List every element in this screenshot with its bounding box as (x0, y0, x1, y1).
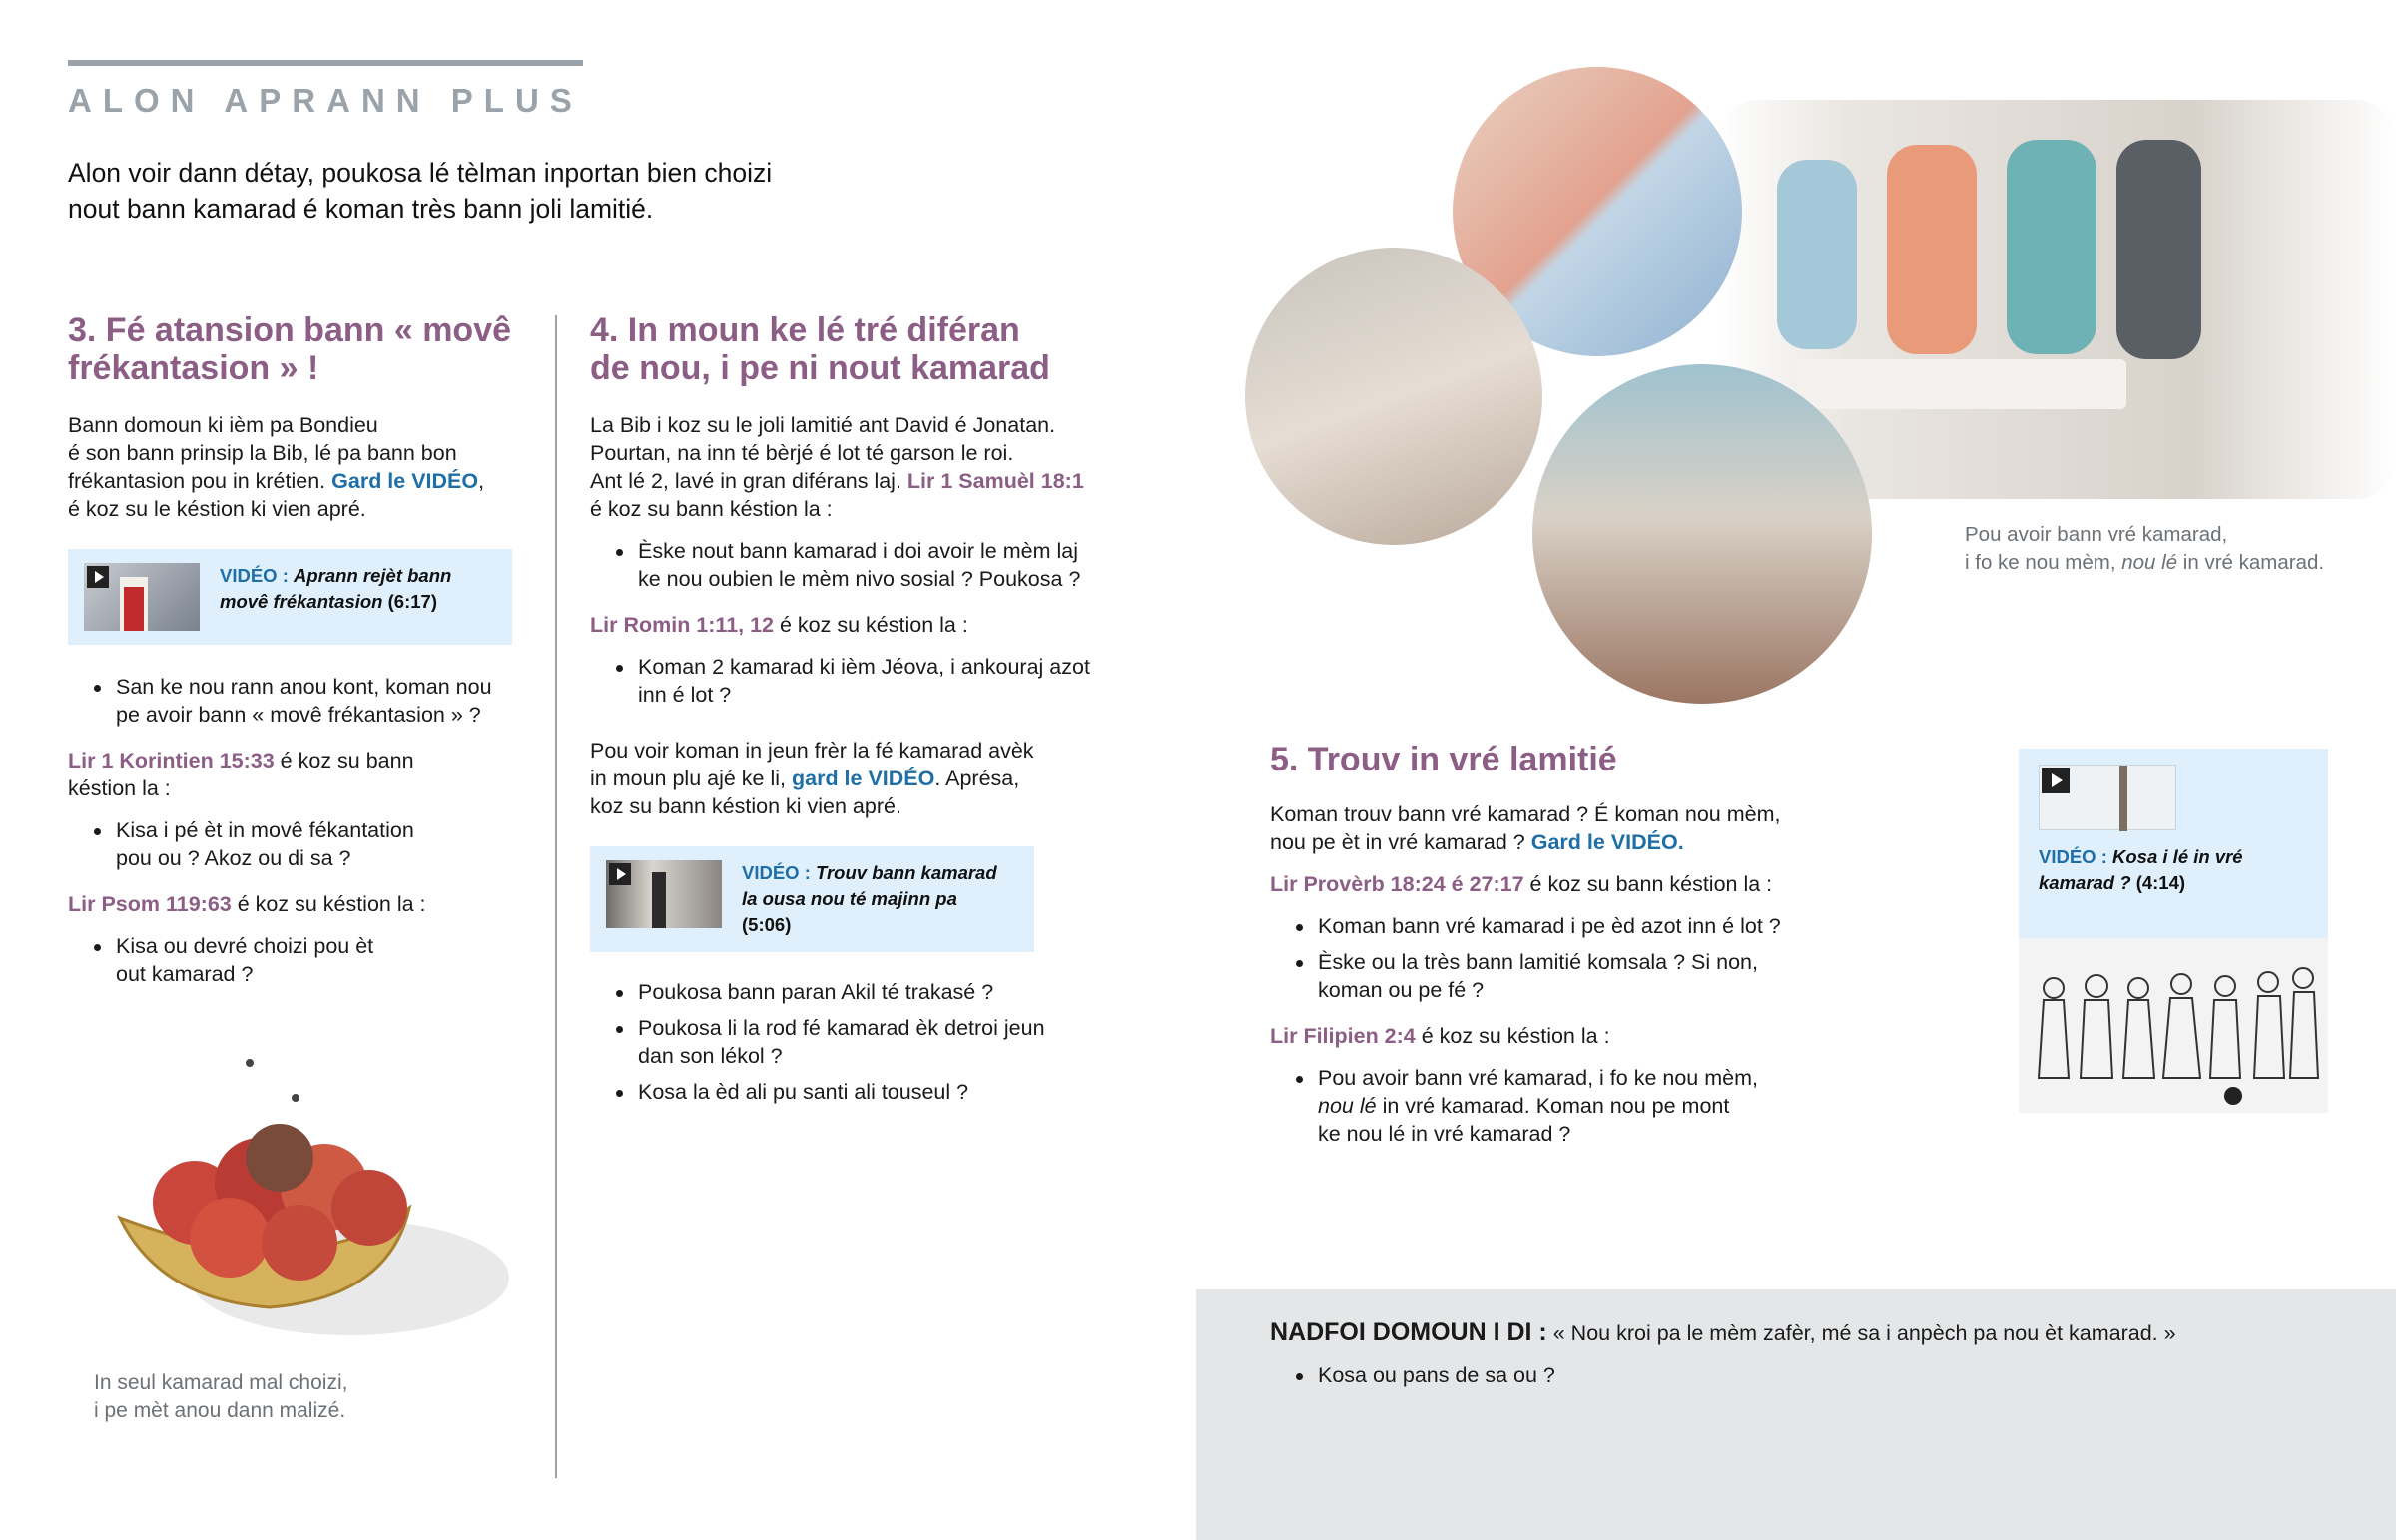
section-4 (590, 311, 1149, 1106)
photo-helping-elderly (1245, 248, 1542, 545)
play-icon[interactable] (2042, 768, 2070, 793)
photo-caption: Pou avoir bann vré kamarad, i fo ke nou mèm, nou lé in vré kamarad. (1965, 523, 2325, 574)
scripture-link[interactable]: Lir Psom 119:63 (68, 892, 232, 916)
section-3 (68, 311, 537, 988)
reading-instruction: Lir Filipien 2:4 é koz su késtion la : (1270, 1024, 1610, 1048)
list-item: San ke nou rann anou kont, koman nou pe avoir bann « movê frékantasion » ? (68, 673, 537, 729)
section-3-questions-3 (68, 932, 537, 988)
video-thumbnail[interactable] (2039, 765, 2176, 830)
section-4-title: 4. In moun ke lé tré diféran de nou, i pe ni nout kamarad (590, 311, 1050, 387)
reading-instruction: Lir Psom 119:63 é koz su késtion la : (68, 892, 426, 916)
list-item: Kosa la èd ali pu santi ali touseul ? (590, 1078, 1149, 1106)
section-5-questions-2 (1270, 1064, 1989, 1148)
column-divider (555, 315, 557, 1478)
scripture-link[interactable]: Lir Filipien 2:4 (1270, 1024, 1416, 1048)
section-3-questions-2 (68, 816, 537, 872)
scripture-link[interactable]: Lir Romin 1:11, 12 (590, 613, 775, 637)
list-item: Pou avoir bann vré kamarad, i fo ke nou mèm, nou lé in vré kamarad. Koman nou pe mont ke nou lé in vré kamarad ? (1270, 1064, 1989, 1148)
list-item: Koman bann vré kamarad i pe èd azot inn é lot ? (1270, 912, 1989, 940)
video-card-true-friend[interactable] (2019, 749, 2328, 1113)
reading-instruction: Lir 1 Korintien 15:33 é koz su bann késtion la : (68, 749, 414, 800)
scripture-link[interactable]: Lir 1 Samuèl 18:1 (906, 469, 1084, 493)
watch-video-link[interactable]: gard le VIDÉO (791, 767, 935, 790)
section-5-paragraph: Koman trouv bann vré kamarad ? É koman nou mèm, nou pe èt in vré kamarad ? Gard le VIDÉO. (1270, 802, 1781, 854)
reading-instruction: Lir Romin 1:11, 12 é koz su késtion la : (590, 613, 968, 637)
list-item: Kosa ou pans de sa ou ? (1270, 1361, 1555, 1389)
section-4-questions-3 (590, 978, 1149, 1106)
list-item: Kisa ou devré choizi pou èt out kamarad ? (68, 932, 537, 988)
section-4-paragraph-2: Pou voir koman in jeun frèr la fé kamarad avèk in moun plu ajé ke li, gard le VIDÉO. Aprésa, koz su bann késtion ki vien apré. (590, 739, 1034, 818)
section-5-questions-1 (1270, 912, 1989, 1004)
list-item: Poukosa li la rod fé kamarad èk detroi jeun dan son lékol ? (590, 1014, 1149, 1070)
play-icon[interactable] (87, 566, 109, 588)
section-4-paragraph: La Bib i koz su le joli lamitié ant David é Jonatan. Pourtan, na inn té bèrjé é lot té garson le roi. Ant lé 2, lavé in gran diférans laj. Lir 1 Samuèl 18:1 é koz su bann késtion la : (590, 413, 1084, 521)
page-title: ALON APRANN PLUS (68, 82, 583, 119)
section-3-paragraph: Bann domoun ki ièm pa Bondieu é son bann prinsip la Bib, lé pa bann bon frékantasion pou in krétien. Gard le VIDÉO, é koz su le késtion ki vien apré. (68, 413, 485, 521)
list-item: Koman 2 kamarad ki ièm Jéova, i ankouraj azot inn é lot ? (590, 653, 1149, 709)
header-rule (68, 60, 583, 66)
section-4-questions-1 (590, 537, 1149, 593)
video-title: VIDÉO : Kosa i lé in vré kamarad ? (4:14) (2039, 846, 2243, 893)
intro-text: Alon voir dann détay, poukosa lé tèlman inportan bien choizi nout bann kamarad é koman très bann joli lamitié. (68, 158, 773, 224)
reading-instruction: Lir Provèrb 18:24 é 27:17 é koz su bann késtion la : (1270, 872, 1773, 896)
video-card-bad-associations[interactable] (68, 549, 512, 645)
friends-sketch-illustration (2019, 938, 2328, 1113)
apple-caption: In seul kamarad mal choizi, i pe mèt anou dann malizé. (94, 1371, 348, 1422)
discussion-questions (1270, 1361, 1555, 1389)
discussion-box (1196, 1289, 2396, 1540)
video-thumbnail[interactable] (606, 860, 722, 928)
video-card-unexpected-friends[interactable] (590, 846, 1034, 952)
video-thumbnail[interactable] (84, 563, 200, 631)
watch-video-link[interactable]: Gard le VIDÉO. (1530, 830, 1684, 854)
apple-bowl-illustration (100, 1038, 519, 1347)
section-4-questions-2 (590, 653, 1149, 709)
list-item: Èske nout bann kamarad i doi avoir le mèm laj ke nou oubien le mèm nivo sosial ? Poukosa ? (590, 537, 1149, 593)
section-5-title: 5. Trouv in vré lamitié (1270, 741, 1617, 778)
saying-text: NADFOI DOMOUN I DI : « Nou kroi pa le mèm zafèr, mé sa i anpèch pa nou èt kamarad. » (1270, 1318, 2176, 1346)
video-title: VIDÉO : Trouv bann kamarad la ousa nou té majinn pa (5:06) (742, 862, 997, 935)
section-3-title: 3. Fé atansion bann « movê frékantasion » ! (68, 311, 512, 387)
watch-video-link[interactable]: Gard le VIDÉO (331, 469, 479, 493)
section-3-questions-1 (68, 673, 537, 729)
list-item: Poukosa bann paran Akil té trakasé ? (590, 978, 1149, 1006)
scripture-link[interactable]: Lir 1 Korintien 15:33 (68, 749, 275, 772)
list-item: Èske ou la très bann lamitié komsala ? Si non, koman ou pe fé ? (1270, 948, 1989, 1004)
list-item: Kisa i pé èt in movê fékantation pou ou ? Akoz ou di sa ? (68, 816, 537, 872)
video-title: VIDÉO : Aprann rejèt bann movê frékantasion (6:17) (220, 565, 452, 612)
play-icon[interactable] (609, 863, 631, 885)
section-5 (1270, 741, 1989, 1148)
scripture-link[interactable]: Lir Provèrb 18:24 é 27:17 (1270, 872, 1524, 896)
photo-comforting-friend (1532, 364, 1872, 704)
